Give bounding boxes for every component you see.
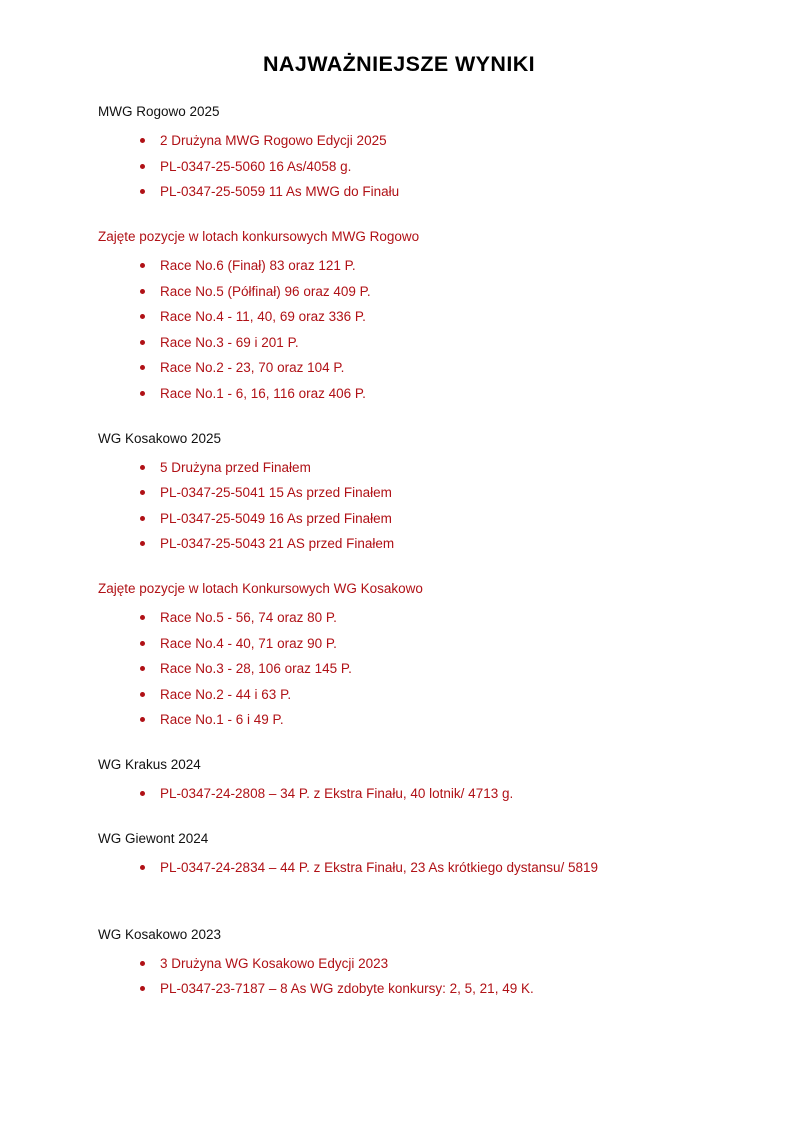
results-sections [98, 103, 740, 999]
list-item: PL-0347-23-7187 – 8 As WG zdobyte konkursy: 2, 5, 21, 49 K. [138, 979, 740, 999]
results-section [98, 926, 740, 999]
results-section [98, 756, 740, 804]
list-item: Race No.1 - 6 i 49 P. [138, 710, 740, 730]
list-item: 3 Drużyna WG Kosakowo Edycji 2023 [138, 954, 740, 974]
list-item: Race No.4 - 11, 40, 69 oraz 336 P. [138, 307, 740, 327]
list-item: PL-0347-24-2808 – 34 P. z Ekstra Finału, 40 lotnik/ 4713 g. [138, 784, 740, 804]
results-section [98, 830, 740, 878]
page-title: NAJWAŻNIEJSZE WYNIKI [263, 52, 535, 76]
list-item: Race No.3 - 28, 106 oraz 145 P. [138, 659, 740, 679]
list-item: Race No.3 - 69 i 201 P. [138, 333, 740, 353]
section-bullet-list [98, 458, 740, 554]
section-bullet-list [98, 256, 740, 403]
list-item: Race No.6 (Finał) 83 oraz 121 P. [138, 256, 740, 276]
section-heading: WG Kosakowo 2023 [98, 926, 222, 942]
section-heading: WG Kosakowo 2025 [98, 430, 222, 446]
results-section [98, 228, 740, 404]
list-item: Race No.2 - 23, 70 oraz 104 P. [138, 358, 740, 378]
list-item: Race No.4 - 40, 71 oraz 90 P. [138, 634, 740, 654]
section-heading: WG Giewont 2024 [98, 830, 209, 846]
list-item: PL-0347-25-5059 11 As MWG do Finału [138, 182, 740, 202]
section-bullet-list [98, 131, 740, 202]
list-item: Race No.5 - 56, 74 oraz 80 P. [138, 608, 740, 628]
list-item: PL-0347-25-5043 21 AS przed Finałem [138, 534, 740, 554]
list-item: Race No.5 (Półfinał) 96 oraz 409 P. [138, 282, 740, 302]
results-section [98, 580, 740, 730]
section-heading: WG Krakus 2024 [98, 757, 201, 772]
section-heading: Zajęte pozycje w lotach konkursowych MWG Rogowo [98, 228, 420, 244]
list-item: PL-0347-24-2834 – 44 P. z Ekstra Finału, 23 As krótkiego dystansu/ 5819 [138, 858, 740, 878]
list-item: 5 Drużyna przed Finałem [138, 458, 740, 478]
results-section [98, 103, 740, 202]
section-heading: Zajęte pozycje w lotach Konkursowych WG Kosakowo [98, 580, 423, 596]
list-item: PL-0347-25-5041 15 As przed Finałem [138, 483, 740, 503]
section-spacer [98, 884, 740, 900]
list-item: Race No.1 - 6, 16, 116 oraz 406 P. [138, 384, 740, 404]
list-item: 2 Drużyna MWG Rogowo Edycji 2025 [138, 131, 740, 151]
results-section [98, 430, 740, 554]
section-heading: MWG Rogowo 2025 [98, 104, 220, 119]
list-item: PL-0347-25-5049 16 As przed Finałem [138, 509, 740, 529]
section-bullet-list [98, 784, 740, 804]
section-bullet-list [98, 608, 740, 730]
section-bullet-list [98, 954, 740, 999]
section-bullet-list [98, 858, 740, 878]
list-item: PL-0347-25-5060 16 As/4058 g. [138, 157, 740, 177]
list-item: Race No.2 - 44 i 63 P. [138, 685, 740, 705]
